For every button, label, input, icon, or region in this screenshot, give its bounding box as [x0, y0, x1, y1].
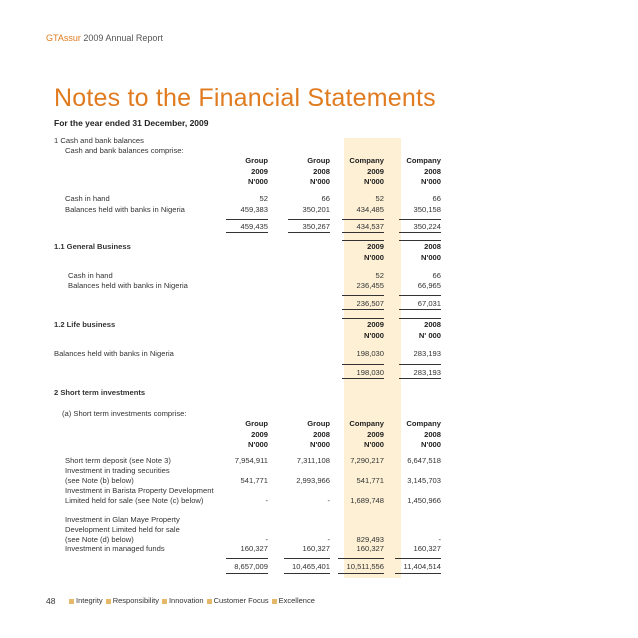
- col-unit: N'000: [310, 440, 330, 449]
- section-1-2-heading: 1.2 Life business: [54, 320, 116, 329]
- total-rule: [342, 364, 384, 365]
- bullet-square-icon: [162, 599, 167, 604]
- row-label: Investment in Barista Property Development: [65, 486, 214, 495]
- col-unit: N'000: [364, 330, 384, 340]
- section-2-subheading: (a) Short term investments comprise:: [62, 409, 187, 418]
- brand-name: GTAssur: [46, 33, 81, 43]
- total-rule: [342, 219, 384, 220]
- cell-value: 1,450,966: [407, 496, 441, 505]
- cell-value: 829,493: [356, 535, 384, 544]
- col-header-company-2009: [334, 419, 384, 451]
- col-year: 2008: [313, 429, 330, 439]
- col-year: 2008: [424, 429, 441, 439]
- value-label: Customer Focus: [213, 596, 269, 605]
- cell-value: -: [327, 535, 330, 544]
- cell-value: 350,158: [413, 205, 441, 214]
- total-underline: [395, 573, 441, 574]
- col-header-company-2008: [391, 156, 441, 188]
- total-underline: [284, 573, 330, 574]
- col-year: 2009: [367, 429, 384, 439]
- col-unit: N'000: [248, 440, 268, 449]
- total-value: 8,657,009: [234, 562, 268, 571]
- header-rule: [342, 318, 384, 319]
- page-title: Notes to the Financial Statements: [54, 84, 436, 112]
- total-value: 434,537: [356, 222, 384, 231]
- total-value: 236,507: [356, 299, 384, 308]
- col-header-company-2009: [334, 242, 384, 263]
- col-entity: Company: [406, 156, 441, 165]
- section-2-heading: 2 Short term investments: [54, 388, 146, 397]
- total-value: 10,465,401: [291, 562, 330, 571]
- cell-value: 1,689,748: [350, 496, 384, 505]
- col-header-company-2008: [391, 242, 441, 263]
- report-name: 2009 Annual Report: [80, 33, 163, 43]
- col-entity: Company: [406, 419, 441, 428]
- company-2009-highlight-band: [344, 138, 401, 578]
- col-year: 2009: [367, 242, 384, 251]
- row-label: Limited held for sale (see Note (c) below): [65, 496, 204, 505]
- total-underline: [342, 232, 384, 233]
- core-values-footer: [66, 596, 315, 605]
- col-unit: N'000: [248, 177, 268, 186]
- value-label: Innovation: [168, 596, 204, 605]
- cell-value: 160,327: [302, 544, 330, 553]
- col-header-company-2009: [334, 320, 384, 341]
- col-unit: N'000: [421, 440, 441, 449]
- cell-value: 7,290,217: [350, 456, 384, 465]
- cell-value: 459,383: [240, 205, 268, 214]
- cell-value: -: [265, 535, 268, 544]
- cell-value: 541,771: [240, 476, 268, 485]
- col-year: 2008: [313, 166, 330, 176]
- total-rule: [226, 219, 268, 220]
- total-rule: [288, 219, 330, 220]
- col-header-group-2009: [218, 156, 268, 188]
- cell-value: 541,771: [356, 476, 384, 485]
- col-unit: N'000: [421, 177, 441, 186]
- col-year: 2009: [367, 166, 384, 176]
- total-value: 67,031: [417, 299, 441, 308]
- section-1-subheading: Cash and bank balances comprise:: [65, 146, 184, 155]
- header-rule: [399, 240, 441, 241]
- col-entity: Group: [245, 419, 268, 428]
- col-header-company-2008: [391, 419, 441, 451]
- col-entity: Group: [307, 156, 330, 165]
- cell-value: -: [265, 496, 268, 505]
- cell-value: 3,145,703: [407, 476, 441, 485]
- cell-value: 66: [432, 194, 441, 203]
- row-label: (see Note (b) below): [65, 476, 134, 485]
- row-label: Investment in trading securities: [65, 466, 170, 475]
- cell-value: 66: [432, 271, 441, 280]
- col-year: 2009: [251, 166, 268, 176]
- value-label: Excellence: [278, 596, 315, 605]
- total-value: 11,404,514: [403, 562, 441, 571]
- total-underline: [399, 232, 441, 233]
- col-entity: Company: [349, 419, 384, 428]
- total-rule: [284, 558, 330, 559]
- total-underline: [226, 232, 268, 233]
- col-unit: N'000: [421, 252, 441, 262]
- cell-value: 52: [375, 194, 384, 203]
- total-underline: [399, 378, 441, 379]
- total-underline: [342, 309, 384, 310]
- row-label: Cash in hand: [65, 194, 110, 203]
- period-subtitle: For the year ended 31 December, 2009: [54, 118, 209, 128]
- row-label: (see Note (d) below): [65, 535, 134, 544]
- bullet-square-icon: [106, 599, 111, 604]
- cell-value: 236,455: [356, 281, 384, 290]
- value-label: Integrity: [76, 596, 103, 605]
- total-underline: [288, 232, 330, 233]
- col-year: 2009: [251, 429, 268, 439]
- total-value: 198,030: [356, 368, 384, 377]
- cell-value: 7,954,911: [234, 456, 268, 465]
- total-rule: [399, 219, 441, 220]
- bullet-square-icon: [207, 599, 212, 604]
- col-entity: Group: [307, 419, 330, 428]
- total-underline: [226, 573, 268, 574]
- cell-value: 160,327: [240, 544, 268, 553]
- total-value: 350,224: [413, 222, 441, 231]
- total-rule: [342, 295, 384, 296]
- col-unit: N' 000: [418, 330, 441, 340]
- cell-value: 6,647,518: [407, 456, 441, 465]
- bullet-square-icon: [69, 599, 74, 604]
- cell-value: 283,193: [413, 349, 441, 358]
- header-rule: [342, 240, 384, 241]
- col-unit: N'000: [364, 177, 384, 186]
- total-underline: [399, 309, 441, 310]
- cell-value: 434,485: [356, 205, 384, 214]
- col-year: 2009: [367, 320, 384, 329]
- cell-value: 52: [375, 271, 384, 280]
- col-year: 2008: [424, 320, 441, 329]
- cell-value: 160,327: [356, 544, 384, 553]
- report-header: [46, 33, 163, 43]
- row-label: Balances held with banks in Nigeria: [68, 281, 188, 290]
- cell-value: -: [438, 535, 441, 544]
- header-rule: [399, 318, 441, 319]
- row-label: Investment in managed funds: [65, 544, 165, 553]
- section-1-1-heading: 1.1 General Business: [54, 242, 131, 251]
- col-header-group-2008: [280, 156, 330, 188]
- col-unit: N'000: [364, 252, 384, 262]
- col-entity: Group: [245, 156, 268, 165]
- col-unit: N'000: [364, 440, 384, 449]
- value-label: Responsibility: [112, 596, 159, 605]
- total-underline: [342, 378, 384, 379]
- cell-value: 66,965: [417, 281, 441, 290]
- total-underline: [338, 573, 384, 574]
- col-year: 2008: [424, 166, 441, 176]
- cell-value: 66: [321, 194, 330, 203]
- col-unit: N'000: [310, 177, 330, 186]
- bullet-square-icon: [272, 599, 277, 604]
- total-rule: [399, 295, 441, 296]
- col-header-company-2008: [391, 320, 441, 341]
- col-header-company-2009: [334, 156, 384, 188]
- cell-value: 160,327: [413, 544, 441, 553]
- col-year: 2008: [424, 242, 441, 251]
- total-value: 459,435: [240, 222, 268, 231]
- total-rule: [399, 364, 441, 365]
- section-1-heading: 1 Cash and bank balances: [54, 136, 144, 145]
- col-header-group-2008: [280, 419, 330, 451]
- total-rule: [395, 558, 441, 559]
- row-label: Short term deposit (see Note 3): [65, 456, 171, 465]
- row-label: Development Limited held for sale: [65, 525, 180, 534]
- total-value: 283,193: [413, 368, 441, 377]
- cell-value: 7,311,108: [296, 456, 330, 465]
- cell-value: 198,030: [356, 349, 384, 358]
- page-number: 48: [46, 596, 56, 606]
- cell-value: -: [327, 496, 330, 505]
- cell-value: 52: [259, 194, 268, 203]
- total-value: 350,267: [302, 222, 330, 231]
- row-label: Balances held with banks in Nigeria: [54, 349, 174, 358]
- total-value: 10,511,556: [346, 562, 384, 571]
- total-rule: [226, 558, 268, 559]
- row-label: Balances held with banks in Nigeria: [65, 205, 185, 214]
- cell-value: 2,993,966: [296, 476, 330, 485]
- total-rule: [338, 558, 384, 559]
- row-label: Investment in Glan Maye Property: [65, 515, 180, 524]
- col-entity: Company: [349, 156, 384, 165]
- row-label: Cash in hand: [68, 271, 113, 280]
- cell-value: 350,201: [302, 205, 330, 214]
- col-header-group-2009: [218, 419, 268, 451]
